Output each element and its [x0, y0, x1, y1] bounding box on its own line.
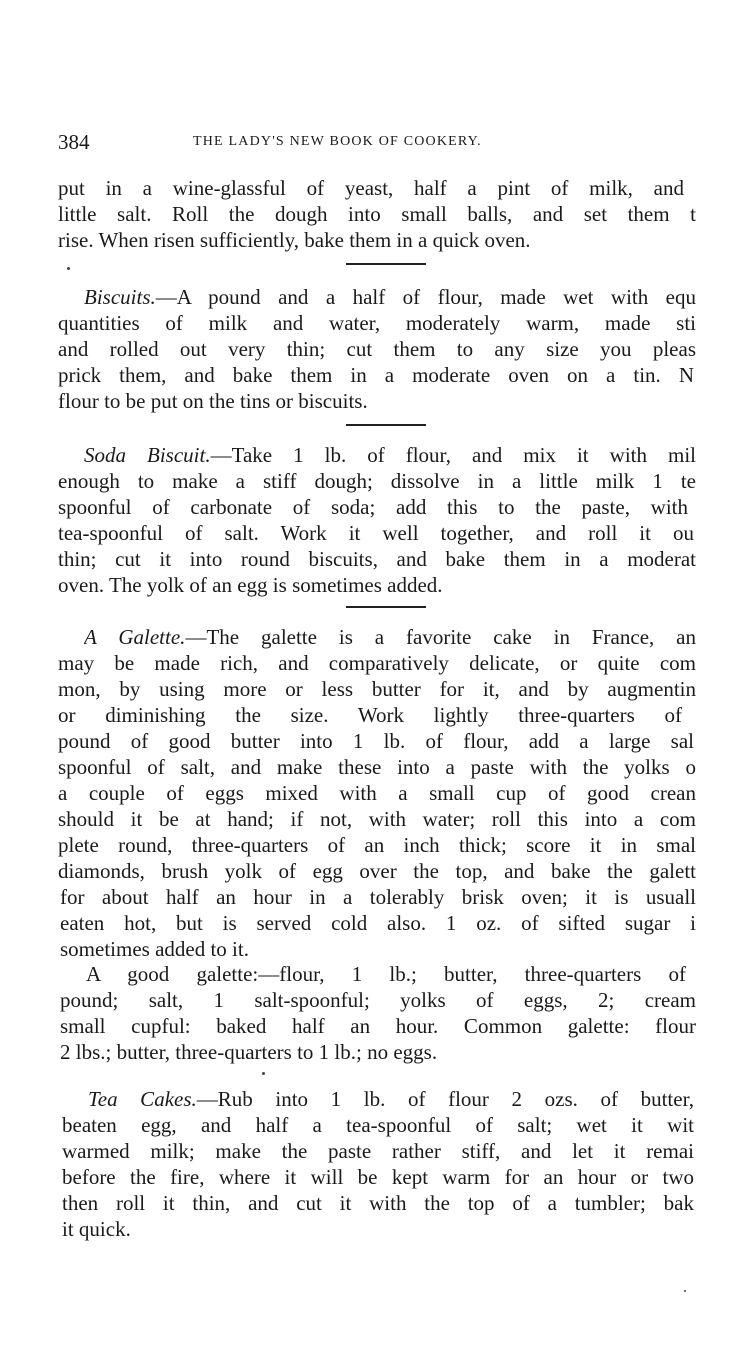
- tea-cakes-line: Tea Cakes.—Rub into 1 lb. of flour 2 ozs. of butter,: [88, 1087, 694, 1111]
- biscuits-line: flour to be put on the tins or biscuits.: [58, 389, 368, 413]
- galette-summary-line: pound; salt, 1 salt-spoonful; yolks of eggs, 2; cream: [60, 988, 696, 1012]
- galette-title: A Galette.: [84, 625, 186, 649]
- section-divider: [346, 606, 426, 608]
- galette-line: may be made rich, and comparatively delicate, or quite com: [58, 651, 696, 675]
- galette-summary-line: A good galette:—flour, 1 lb.; butter, three-quarters of: [86, 962, 686, 986]
- tea-cakes-line: warmed milk; make the paste rather stiff, and let it remai: [62, 1139, 694, 1163]
- galette-line: A Galette.—The galette is a favorite cake in France, an: [84, 625, 696, 649]
- running-title: THE LADY'S NEW BOOK OF COOKERY.: [193, 134, 482, 149]
- galette-line: spoonful of salt, and make these into a paste with the yolks o: [58, 755, 696, 779]
- speck-mark: [67, 267, 70, 270]
- biscuits-line: and rolled out very thin; cut them to any size you pleas: [58, 337, 696, 361]
- tea-cakes-title: Tea Cakes.: [88, 1087, 197, 1111]
- galette-summary-line: 2 lbs.; butter, three-quarters to 1 lb.; no eggs.: [60, 1040, 438, 1064]
- biscuits-title: Biscuits.: [84, 285, 156, 309]
- galette-line: diamonds, brush yolk of egg over the top, and bake the galett: [58, 859, 696, 883]
- galette-line: pound of good butter into 1 lb. of flour, add a large sal: [58, 729, 694, 753]
- galette-summary-line: small cupful: baked half an hour. Common galette: flour: [60, 1014, 696, 1038]
- galette-line: eaten hot, but is served cold also. 1 oz. of sifted sugar i: [60, 911, 696, 935]
- biscuits-line: prick them, and bake them in a moderate oven on a tin. N: [58, 363, 694, 387]
- intro-line: rise. When risen sufficiently, bake them in a quick oven.: [58, 228, 531, 252]
- page-header: [58, 130, 698, 160]
- biscuits-line: Biscuits.—A pound and a half of flour, made wet with equ: [84, 285, 696, 309]
- soda-biscuit-line: Soda Biscuit.—Take 1 lb. of flour, and mix it with mil: [84, 443, 696, 467]
- soda-biscuit-line: enough to make a stiff dough; dissolve in a little milk 1 te: [58, 469, 696, 493]
- speck-mark: [262, 1072, 265, 1075]
- galette-line: or diminishing the size. Work lightly three-quarters of: [58, 703, 682, 727]
- tea-cakes-line: then roll it thin, and cut it with the top of a tumbler; bak: [62, 1191, 694, 1215]
- soda-biscuit-line: spoonful of carbonate of soda; add this to the paste, with: [58, 495, 688, 519]
- page-number: 384: [58, 130, 90, 154]
- soda-biscuit-title: Soda Biscuit.: [84, 443, 211, 467]
- tea-cakes-line: before the fire, where it will be kept warm for an hour or two: [62, 1165, 694, 1189]
- biscuits-line: quantities of milk and water, moderately warm, made sti: [58, 311, 696, 335]
- tea-cakes-line: it quick.: [62, 1217, 131, 1241]
- intro-line: put in a wine-glassful of yeast, half a pint of milk, and: [58, 176, 684, 200]
- soda-biscuit-line: tea-spoonful of salt. Work it well together, and roll it ou: [58, 521, 694, 545]
- section-divider: [346, 424, 426, 426]
- soda-biscuit-line: thin; cut it into round biscuits, and bake them in a moderat: [58, 547, 696, 571]
- galette-line: should it be at hand; if not, with water; roll this into a com: [58, 807, 696, 831]
- speck-mark: [684, 1290, 686, 1292]
- galette-line: sometimes added to it.: [60, 937, 249, 961]
- galette-line: for about half an hour in a tolerably brisk oven; it is usuall: [60, 885, 696, 909]
- intro-line: little salt. Roll the dough into small balls, and set them t: [58, 202, 696, 226]
- section-divider: [346, 263, 426, 265]
- galette-line: plete round, three-quarters of an inch thick; score it in smal: [58, 833, 696, 857]
- soda-biscuit-line: oven. The yolk of an egg is sometimes added.: [58, 573, 443, 597]
- tea-cakes-line: beaten egg, and half a tea-spoonful of salt; wet it wit: [62, 1113, 694, 1137]
- galette-line: a couple of eggs mixed with a small cup of good crean: [58, 781, 696, 805]
- galette-line: mon, by using more or less butter for it, and by augmentin: [58, 677, 696, 701]
